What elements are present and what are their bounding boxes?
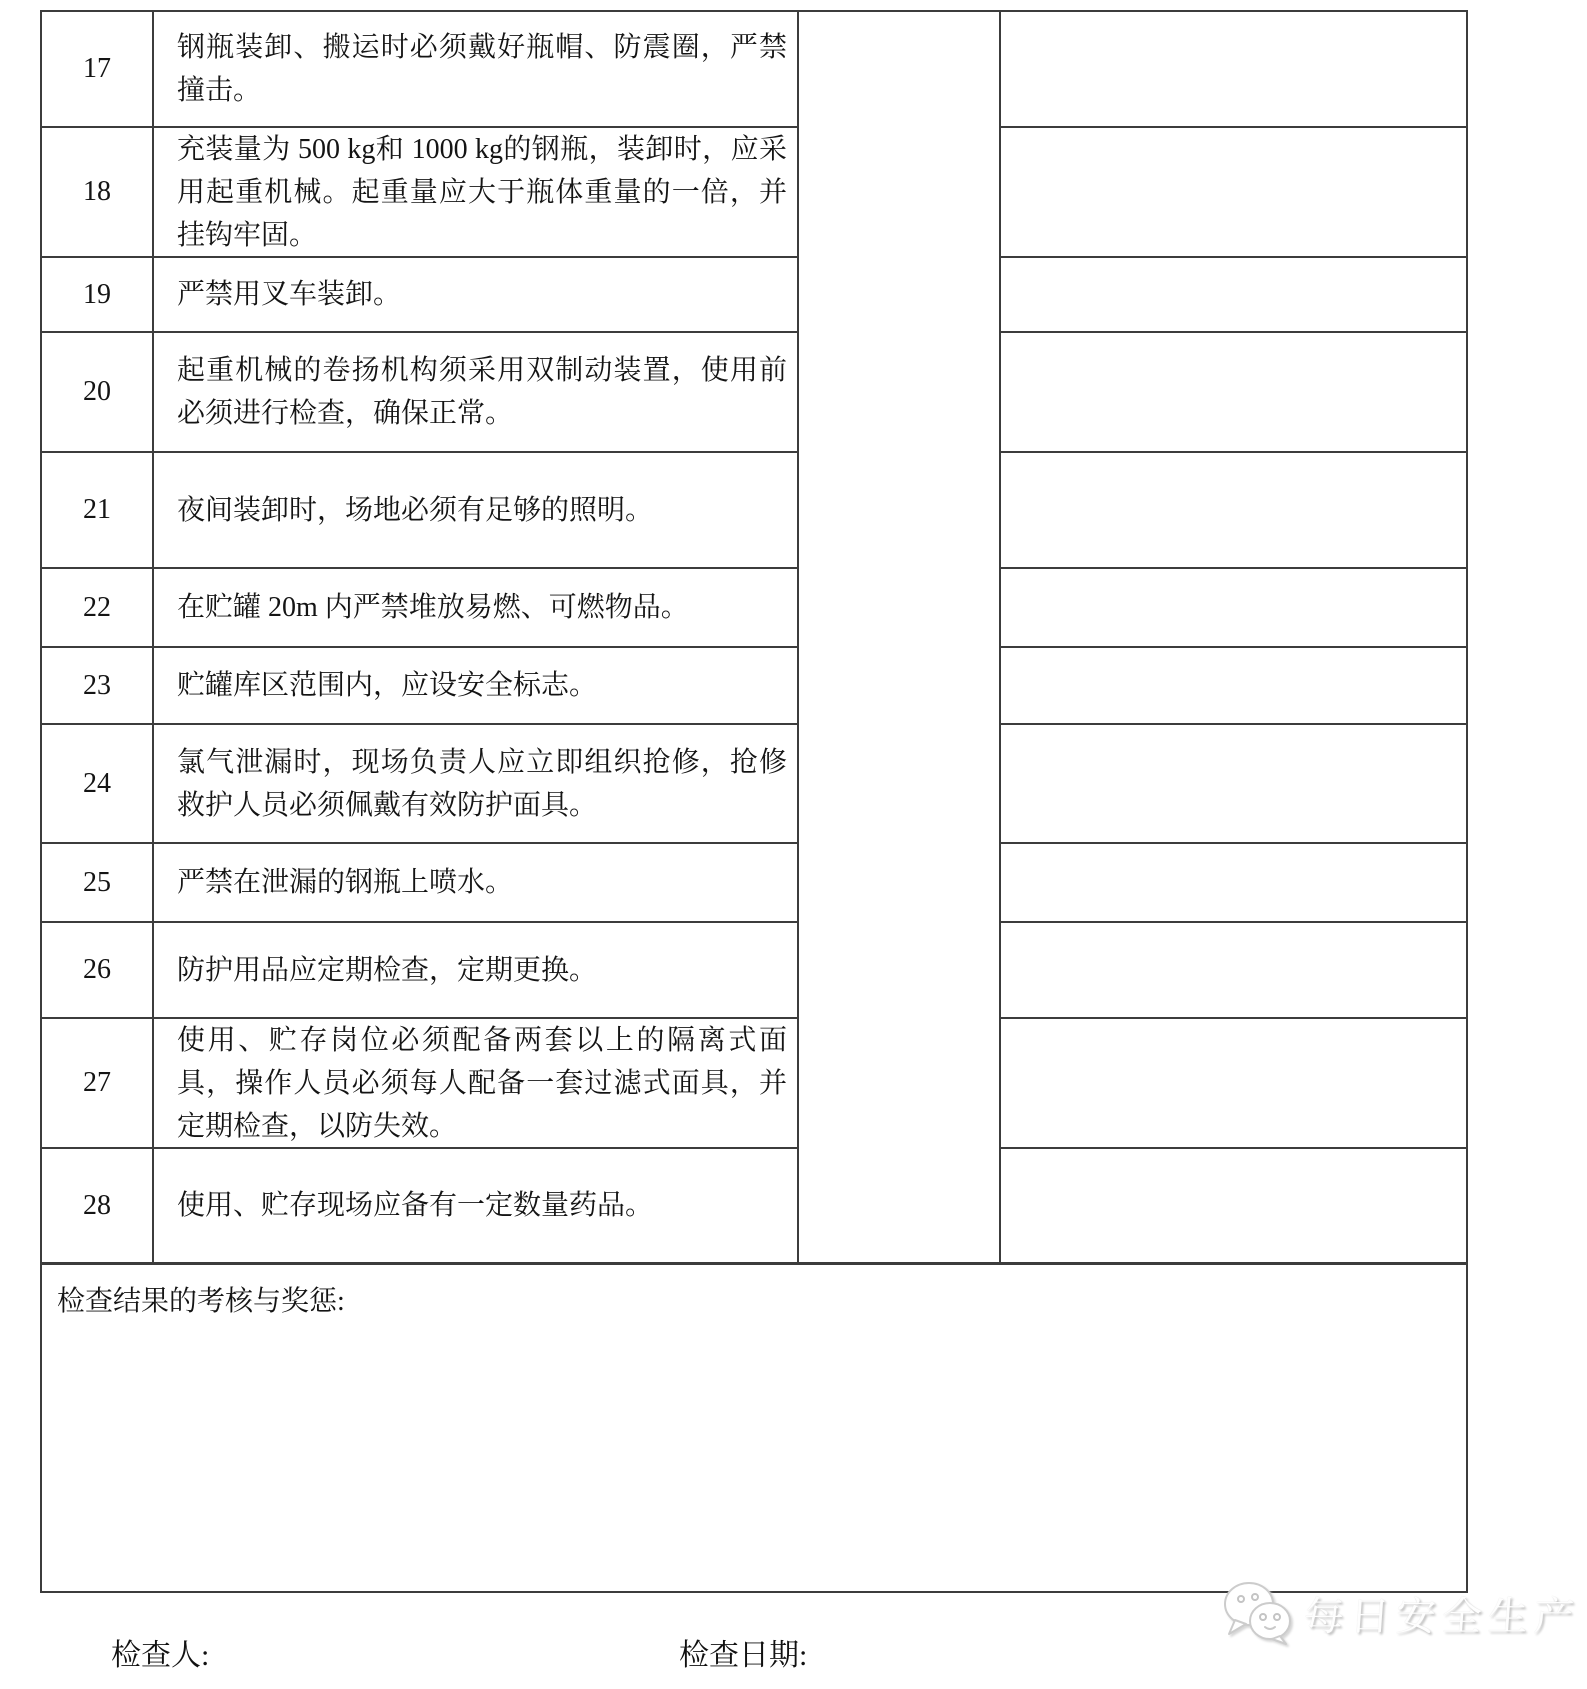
row-number: 20 [42, 333, 154, 453]
row-number: 19 [42, 258, 154, 333]
watermark-text: 每日安全生产 [1302, 1593, 1582, 1639]
check-result-cell[interactable] [1001, 333, 1466, 453]
row-number: 24 [42, 725, 154, 844]
inspector-label: 检查人: [111, 1639, 210, 1672]
check-result-cell[interactable] [1001, 844, 1466, 923]
row-requirement: 氯气泄漏时，现场负责人应立即组织抢修，抢修救护人员必须佩戴有效防护面具。 [154, 725, 799, 844]
row-number: 26 [42, 923, 154, 1019]
check-result-cell[interactable] [1001, 12, 1466, 128]
row-requirement: 充装量为 500 kg和 1000 kg的钢瓶，装卸时，应采用起重机械。起重量应大于瓶体重量的一倍，并挂钩牢固。 [154, 128, 799, 258]
row-number: 21 [42, 453, 154, 569]
check-result-cell[interactable] [1001, 128, 1466, 258]
check-result-cell[interactable] [1001, 569, 1466, 648]
check-result-cell[interactable] [1001, 725, 1466, 844]
check-result-cell[interactable] [1001, 1149, 1466, 1265]
row-number: 23 [42, 648, 154, 725]
check-result-cell[interactable] [1001, 648, 1466, 725]
row-requirement: 贮罐库区范围内，应设安全标志。 [154, 648, 799, 725]
row-requirement: 使用、贮存岗位必须配备两套以上的隔离式面具，操作人员必须每人配备一套过滤式面具，并定期检查，以防失效。 [154, 1019, 799, 1149]
check-result-cell[interactable] [1001, 923, 1466, 1019]
result-merged-column[interactable] [799, 12, 1001, 1265]
row-requirement: 防护用品应定期检查，定期更换。 [154, 923, 799, 1019]
row-requirement: 夜间装卸时，场地必须有足够的照明。 [154, 453, 799, 569]
assessment-label: 检查结果的考核与奖惩: [57, 1286, 345, 1317]
assessment-section[interactable] [42, 1265, 1466, 1591]
row-requirement: 在贮罐 20m 内严禁堆放易燃、可燃物品。 [154, 569, 799, 648]
check-result-cell[interactable] [1001, 1019, 1466, 1149]
checklist-table [40, 10, 1468, 1593]
row-number: 27 [42, 1019, 154, 1149]
check-result-cell[interactable] [1001, 453, 1466, 569]
row-requirement: 起重机械的卷扬机构须采用双制动装置，使用前必须进行检查，确保正常。 [154, 333, 799, 453]
row-requirement: 严禁在泄漏的钢瓶上喷水。 [154, 844, 799, 923]
row-number: 28 [42, 1149, 154, 1265]
row-requirement: 钢瓶装卸、搬运时必须戴好瓶帽、防震圈，严禁撞击。 [154, 12, 799, 128]
row-number: 18 [42, 128, 154, 258]
row-number: 22 [42, 569, 154, 648]
row-number: 17 [42, 12, 154, 128]
row-requirement: 使用、贮存现场应备有一定数量药品。 [154, 1149, 799, 1265]
inspection-date-label: 检查日期: [679, 1639, 808, 1672]
check-result-cell[interactable] [1001, 258, 1466, 333]
row-number: 25 [42, 844, 154, 923]
row-requirement: 严禁用叉车装卸。 [154, 258, 799, 333]
